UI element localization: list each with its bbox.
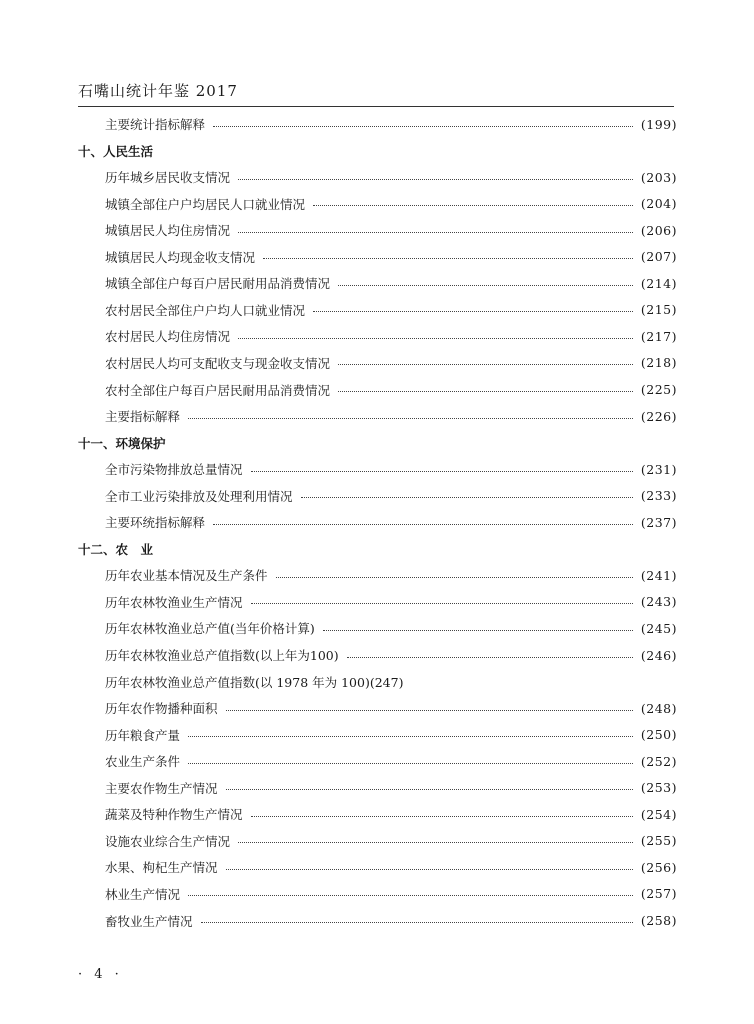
toc-entry bbox=[105, 380, 677, 400]
dot-leader bbox=[276, 577, 633, 578]
toc-entry bbox=[105, 778, 677, 798]
toc-entry bbox=[105, 618, 677, 638]
toc-entry-title: 历年粮食产量 bbox=[105, 727, 181, 743]
toc-entry-title: 历年农林牧渔业总产值指数(以上年为100) bbox=[105, 648, 339, 663]
toc-entry bbox=[105, 645, 677, 665]
toc-entry bbox=[105, 486, 677, 506]
toc-entry-page: (256) bbox=[640, 859, 677, 875]
toc-entry bbox=[105, 725, 677, 745]
toc-entry-title: 水果、枸杞生产情况 bbox=[105, 860, 218, 876]
toc-entry-title: 历年农林牧渔业总产值(当年价格计算) bbox=[105, 621, 315, 637]
dot-leader bbox=[226, 869, 633, 870]
toc-entry-page: (254) bbox=[640, 806, 677, 822]
toc-entry-page: (226) bbox=[640, 408, 677, 424]
toc-entry bbox=[105, 273, 677, 293]
toc-entry-title: 城镇居民人均现金收支情况 bbox=[105, 249, 256, 265]
toc-entry-title: 城镇全部住户户均居民人口就业情况 bbox=[105, 196, 306, 212]
toc-entry-page: (250) bbox=[640, 727, 677, 743]
toc-entry bbox=[105, 247, 677, 267]
toc-entry-title: 历年农作物播种面积 bbox=[105, 701, 218, 717]
toc-entry bbox=[105, 353, 677, 373]
dot-leader bbox=[251, 471, 633, 472]
dot-leader bbox=[188, 418, 633, 419]
toc-entry-page: (246) bbox=[640, 647, 677, 663]
dot-leader bbox=[338, 285, 633, 286]
toc-entry-title: 主要环统指标解释 bbox=[105, 515, 206, 531]
toc-entry bbox=[105, 167, 677, 187]
toc-entry-title: 主要统计指标解释 bbox=[105, 117, 206, 132]
toc-entry-page: (248) bbox=[640, 700, 677, 716]
toc-entry-page: (255) bbox=[640, 833, 677, 849]
toc-entry-page: (206) bbox=[640, 222, 677, 238]
toc-entry bbox=[105, 300, 677, 320]
toc-entry-title: 全市污染物排放总量情况 bbox=[105, 462, 243, 478]
dot-leader bbox=[226, 789, 633, 790]
dot-leader bbox=[263, 258, 633, 259]
dot-leader bbox=[338, 391, 633, 392]
toc-entry bbox=[105, 326, 677, 346]
toc-entry bbox=[105, 884, 677, 904]
toc-entry-page: (225) bbox=[640, 382, 677, 397]
page-header-title: 石嘴山统计年鉴 2017 bbox=[78, 82, 238, 100]
toc-entry bbox=[105, 220, 677, 240]
dot-leader bbox=[201, 922, 633, 923]
toc-entry-page: (252) bbox=[640, 753, 677, 769]
toc-entry bbox=[105, 911, 677, 931]
toc-entry-title: 农村居民全部住户户均人口就业情况 bbox=[105, 302, 306, 318]
dot-leader bbox=[313, 205, 633, 206]
toc-entry bbox=[105, 592, 677, 612]
toc-entry-page: (245) bbox=[640, 620, 677, 636]
toc-entry-title: 历年农林牧渔业总产值指数(以 1978 年为 100)(247) bbox=[105, 674, 404, 690]
toc-entry-page: (207) bbox=[640, 249, 677, 265]
dot-leader bbox=[213, 524, 633, 525]
dot-leader bbox=[188, 763, 633, 764]
toc-entry bbox=[105, 831, 677, 851]
dot-leader bbox=[347, 657, 633, 658]
toc-entry-page: (215) bbox=[640, 302, 677, 318]
dot-leader bbox=[188, 895, 633, 896]
dot-leader bbox=[301, 497, 633, 498]
toc-entry bbox=[105, 565, 677, 585]
toc-entry-page: (233) bbox=[640, 488, 677, 504]
toc-entry-title: 林业生产情况 bbox=[105, 886, 181, 902]
toc-entry-title: 全市工业污染排放及处理利用情况 bbox=[105, 488, 293, 504]
toc-entry-title: 蔬菜及特种作物生产情况 bbox=[105, 807, 243, 823]
toc-entry-page: (231) bbox=[640, 461, 677, 477]
dot-leader bbox=[323, 630, 633, 631]
toc-entry-page: (258) bbox=[640, 913, 677, 928]
section-heading: 十、人民生活 bbox=[78, 143, 154, 159]
dot-leader bbox=[313, 311, 633, 312]
dot-leader bbox=[251, 603, 633, 604]
toc-entry-title: 主要农作物生产情况 bbox=[105, 780, 218, 796]
toc-entry bbox=[105, 194, 677, 214]
toc-entry bbox=[105, 114, 677, 134]
toc-entry-page: (218) bbox=[640, 355, 677, 371]
toc-entry-page: (199) bbox=[640, 116, 677, 132]
toc-entry-title: 设施农业综合生产情况 bbox=[105, 833, 231, 849]
toc-entry-title: 畜牧业生产情况 bbox=[105, 913, 193, 929]
toc-entry-title: 农村全部住户每百户居民耐用品消费情况 bbox=[105, 382, 331, 398]
toc-entry-title: 历年农业基本情况及生产条件 bbox=[105, 568, 268, 584]
toc-entry-title: 农村居民人均可支配收支与现金收支情况 bbox=[105, 355, 331, 371]
toc-entry bbox=[105, 672, 677, 692]
dot-leader bbox=[226, 710, 633, 711]
toc-entry bbox=[105, 857, 677, 877]
toc-entry bbox=[105, 406, 677, 426]
toc-entry-title: 城镇居民人均住房情况 bbox=[105, 223, 231, 239]
toc-entry bbox=[105, 512, 677, 532]
toc-entry-title: 历年城乡居民收支情况 bbox=[105, 170, 231, 186]
dot-leader bbox=[213, 126, 633, 127]
toc-entry-title: 农村居民人均住房情况 bbox=[105, 329, 231, 345]
toc-entry bbox=[105, 698, 677, 718]
dot-leader bbox=[338, 364, 633, 365]
toc-entry-page: (241) bbox=[640, 567, 677, 583]
dot-leader bbox=[238, 842, 633, 843]
toc-entry-page: (214) bbox=[640, 275, 677, 291]
dot-leader bbox=[238, 179, 633, 180]
dot-leader bbox=[238, 232, 633, 233]
section-heading: 十一、环境保护 bbox=[78, 435, 166, 451]
toc-entry-title: 农业生产条件 bbox=[105, 754, 181, 770]
page-number: · 4 · bbox=[78, 967, 123, 982]
dot-leader bbox=[251, 816, 633, 817]
toc-entry-title: 城镇全部住户每百户居民耐用品消费情况 bbox=[105, 276, 331, 292]
header-divider bbox=[78, 106, 674, 107]
toc-entry-page: (253) bbox=[640, 780, 677, 796]
toc-entry bbox=[105, 751, 677, 771]
toc-entry-page: (243) bbox=[640, 594, 677, 610]
toc-entry bbox=[105, 459, 677, 479]
section-heading: 十二、农 业 bbox=[78, 541, 154, 557]
toc-entry-page: (217) bbox=[640, 328, 677, 344]
toc-entry-page: (204) bbox=[640, 196, 677, 212]
dot-leader bbox=[188, 736, 633, 737]
toc-entry-title: 历年农林牧渔业生产情况 bbox=[105, 594, 243, 610]
toc-entry bbox=[105, 804, 677, 824]
toc-entry-page: (257) bbox=[640, 886, 677, 902]
dot-leader bbox=[238, 338, 633, 339]
toc-entry-title: 主要指标解释 bbox=[105, 409, 181, 425]
toc-entry-page: (237) bbox=[640, 514, 677, 530]
toc-entry-page: (203) bbox=[640, 169, 677, 185]
